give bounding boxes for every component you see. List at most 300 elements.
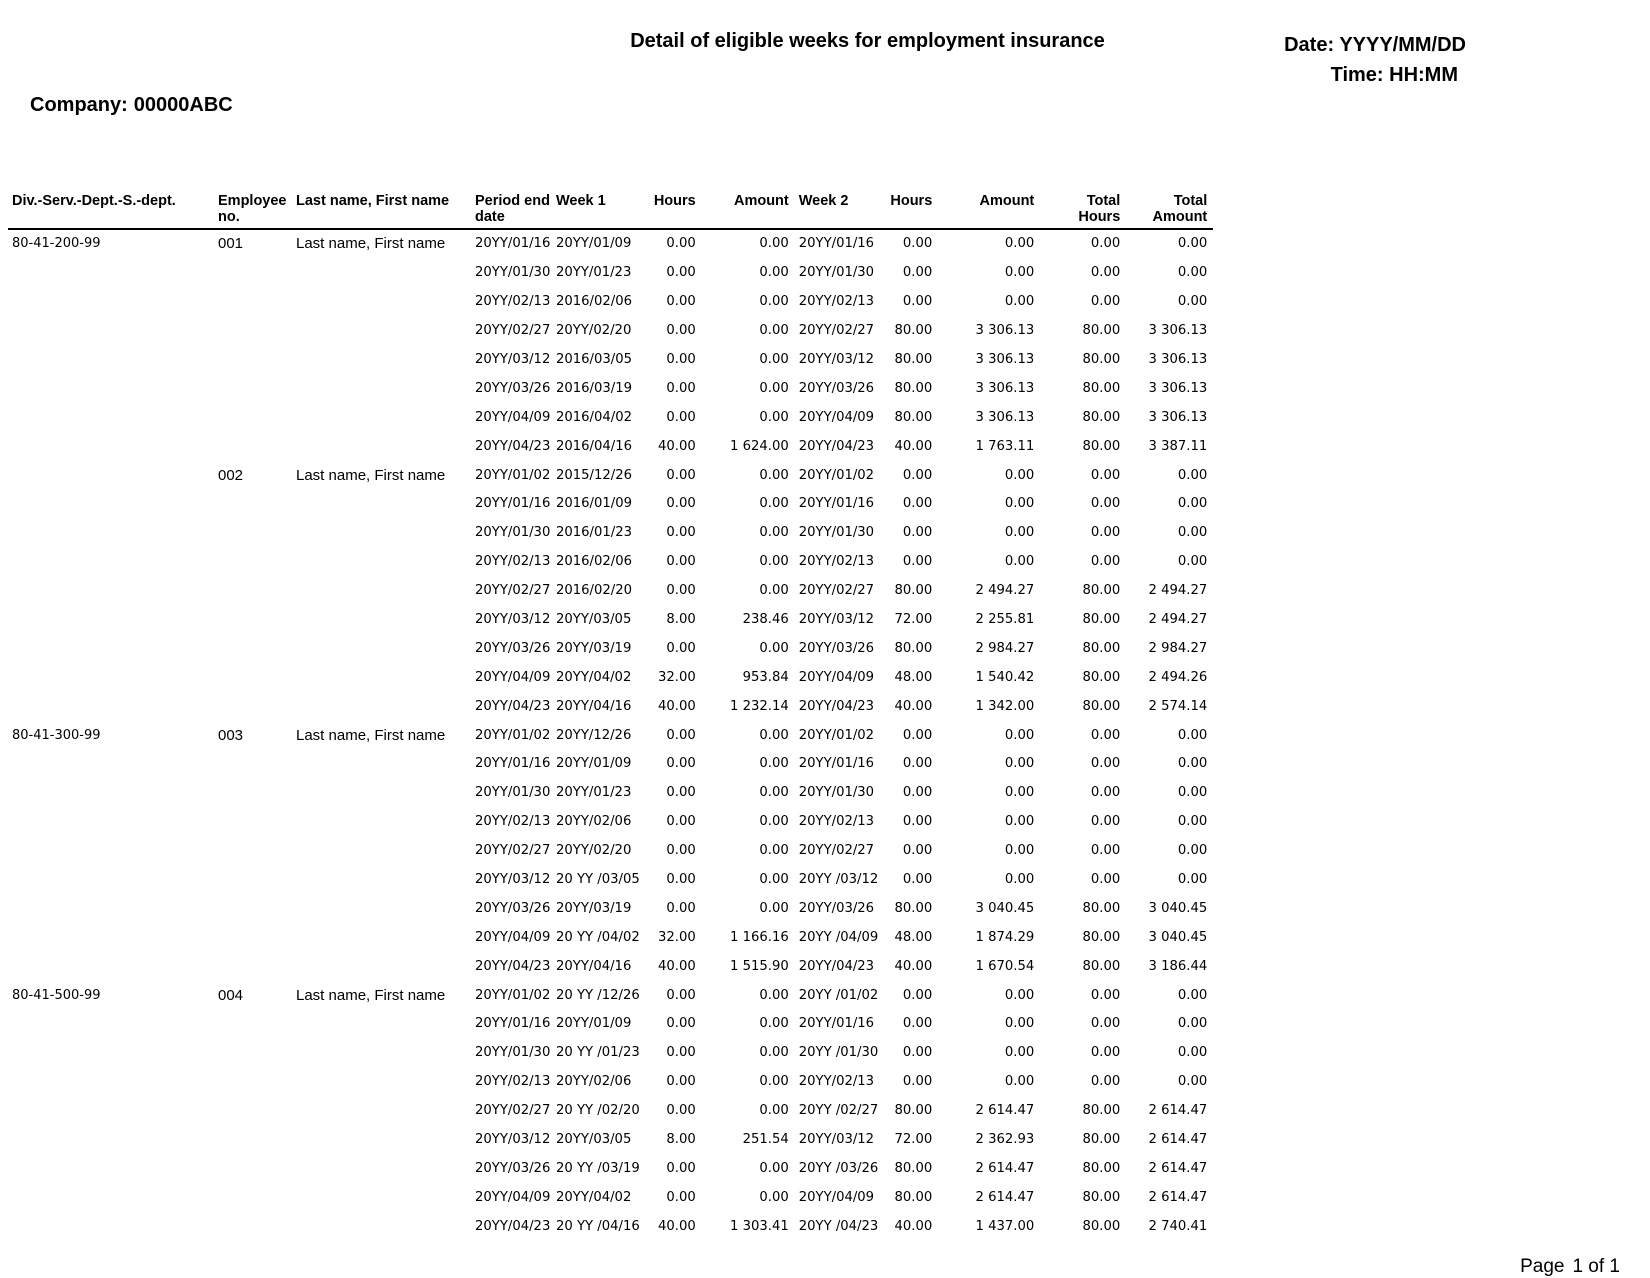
cell-week1-hours: 32.00: [657, 669, 696, 685]
cell-week1-hours: 0.00: [666, 265, 696, 281]
cell-week1-hours: 0.00: [666, 756, 696, 772]
table-row: [8, 461, 1213, 490]
cell-week1-amount: 0.00: [759, 727, 789, 743]
cell-employee-no: 003: [218, 726, 244, 744]
cell-week1: 2016/01/23: [556, 525, 633, 541]
cell-week1-amount: 0.00: [759, 1016, 789, 1032]
cell-name: [292, 1068, 471, 1097]
cell-division: [8, 894, 214, 923]
cell-week2: 20YY /04/23: [798, 1218, 879, 1234]
cell-week2-hours: 80.00: [894, 323, 933, 339]
cell-week2: 20YY/02/13: [798, 554, 875, 570]
cell-period-end: 20YY/01/16: [475, 1016, 551, 1032]
cell-week1: 20YY/02/20: [556, 843, 632, 859]
cell-division: [8, 259, 214, 288]
cell-total-hours: 0.00: [1090, 814, 1121, 830]
cell-week2-amount: 0.00: [1004, 496, 1035, 512]
cell-period-end: 20YY/01/16: [475, 236, 551, 252]
cell-week2: 20YY/01/02: [798, 727, 875, 743]
table-row: [8, 1039, 1213, 1068]
cell-week1-hours: 32.00: [657, 929, 696, 945]
cell-week2: 20YY/02/27: [798, 323, 875, 339]
cell-week1: 20YY/01/23: [556, 785, 632, 801]
cell-week2-amount: 2 494.27: [975, 583, 1035, 599]
cell-employee-no: [214, 259, 292, 288]
cell-period-end: 20YY/02/27: [475, 1103, 551, 1119]
cell-total-amount: 3 040.45: [1148, 900, 1208, 916]
cell-week2: 20YY /03/12: [798, 872, 879, 888]
cell-week2: 20YY/03/12: [798, 612, 875, 628]
cell-total-amount: 0.00: [1177, 1074, 1208, 1090]
cell-total-amount: 0.00: [1177, 843, 1208, 859]
cell-week2-amount: 0.00: [1004, 814, 1035, 830]
cell-period-end: 20YY/02/27: [475, 843, 551, 859]
cell-employee-no: [214, 606, 292, 635]
cell-total-amount: 0.00: [1177, 467, 1208, 483]
cell-division: [8, 374, 214, 403]
cell-total-amount: 3 306.13: [1148, 352, 1208, 367]
cell-week2-amount: 2 614.47: [975, 1189, 1035, 1205]
col-week1-hours: Hours: [640, 193, 702, 229]
cell-week2-hours: 0.00: [902, 987, 933, 1003]
cell-week2-amount: 1 437.00: [975, 1218, 1035, 1234]
cell-total-hours: 80.00: [1082, 698, 1121, 714]
cell-week2: 20YY/04/23: [798, 438, 875, 454]
cell-total-hours: 80.00: [1082, 409, 1121, 425]
cell-name: [292, 1010, 471, 1039]
table-row: [8, 1068, 1213, 1097]
cell-division: 80-41-300-99: [12, 727, 101, 743]
table-row: [8, 548, 1213, 577]
cell-period-end: 20YY/01/16: [475, 756, 551, 772]
cell-week1-hours: 0.00: [666, 554, 696, 570]
cell-week1: 20 YY /12/26: [556, 987, 640, 1003]
cell-employee-no: [214, 837, 292, 866]
cell-total-amount: 0.00: [1177, 814, 1208, 830]
cell-division: [8, 490, 214, 519]
cell-week2: 20YY /03/26: [798, 1160, 879, 1176]
cell-week1: 20YY/01/09: [556, 1016, 632, 1032]
cell-week2-hours: 0.00: [902, 727, 933, 743]
cell-division: [8, 1010, 214, 1039]
cell-week2-amount: 1 342.00: [975, 698, 1035, 714]
cell-week1-amount: 0.00: [759, 265, 789, 281]
cell-week1-hours: 0.00: [666, 640, 696, 656]
cell-week2-hours: 72.00: [894, 612, 933, 628]
cell-week2: 20YY /02/27: [798, 1103, 879, 1119]
cell-week1-hours: 0.00: [666, 294, 696, 310]
cell-employee-no: [214, 1183, 292, 1212]
cell-employee-no: [214, 346, 292, 375]
cell-total-amount: 0.00: [1177, 987, 1208, 1003]
cell-name: [292, 634, 471, 663]
cell-name: Last name, First name: [296, 466, 446, 484]
col-division: Div.-Serv.-Dept.-S.-dept.: [8, 193, 214, 229]
col-total-hours: Total Hours: [1040, 193, 1126, 229]
table-row: [8, 1212, 1213, 1241]
cell-period-end: 20YY/01/02: [475, 727, 551, 743]
cell-name: [292, 1155, 471, 1184]
cell-week2-amount: 1 763.11: [975, 438, 1035, 454]
cell-week2-hours: 40.00: [894, 1218, 933, 1234]
cell-total-amount: 0.00: [1177, 294, 1208, 310]
table-row: [8, 374, 1213, 403]
report-title: Detail of eligible weeks for employment insurance: [630, 30, 1105, 52]
cell-week1-amount: 0.00: [759, 1160, 789, 1176]
report-date: Date: YYYY/MM/DD: [1284, 34, 1466, 56]
cell-week2-amount: 0.00: [1004, 1016, 1035, 1032]
cell-total-amount: 2 614.47: [1148, 1189, 1208, 1205]
cell-week2: 20YY/01/02: [798, 467, 875, 483]
cell-period-end: 20YY/03/12: [475, 1132, 551, 1148]
cell-employee-no: 001: [218, 235, 244, 253]
cell-total-amount: 3 306.13: [1148, 323, 1208, 339]
cell-total-amount: 0.00: [1177, 1016, 1208, 1032]
cell-week2-amount: 0.00: [1004, 294, 1035, 310]
table-row: [8, 808, 1213, 837]
cell-period-end: 20YY/04/09: [475, 1189, 551, 1205]
cell-week2-amount: 1 874.29: [975, 929, 1035, 945]
cell-week2: 20YY/03/26: [798, 900, 875, 916]
cell-week2-amount: 3 306.13: [975, 409, 1035, 425]
cell-employee-no: [214, 1126, 292, 1155]
table-row: [8, 866, 1213, 895]
cell-name: [292, 1039, 471, 1068]
cell-week1-hours: 0.00: [666, 900, 696, 916]
cell-week1-amount: 1 515.90: [730, 958, 789, 974]
cell-division: [8, 1183, 214, 1212]
cell-total-hours: 80.00: [1082, 323, 1121, 339]
company-value: 00000ABC: [133, 94, 233, 116]
cell-total-amount: 2 494.27: [1148, 612, 1208, 628]
cell-period-end: 20YY/03/26: [475, 640, 551, 656]
cell-week1-amount: 0.00: [759, 756, 789, 772]
cell-employee-no: [214, 519, 292, 548]
cell-week1-hours: 0.00: [666, 467, 696, 483]
table-header-row: [8, 193, 1213, 229]
cell-employee-no: [214, 779, 292, 808]
cell-week2-amount: 3 040.45: [975, 900, 1035, 916]
cell-week1-hours: 0.00: [666, 872, 696, 888]
table-row: [8, 229, 1213, 259]
cell-total-hours: 0.00: [1090, 1016, 1121, 1032]
table-row: [8, 519, 1213, 548]
cell-total-amount: 2 740.41: [1148, 1218, 1208, 1234]
cell-week2: 20YY/01/16: [798, 496, 875, 512]
cell-week1-hours: 0.00: [666, 843, 696, 859]
cell-total-hours: 80.00: [1082, 612, 1121, 628]
table-row: [8, 750, 1213, 779]
cell-division: [8, 1155, 214, 1184]
cell-period-end: 20YY/04/23: [475, 698, 551, 714]
cell-week2-hours: 80.00: [894, 640, 933, 656]
cell-week1-amount: 238.46: [742, 612, 789, 628]
cell-week2: 20YY/04/09: [798, 1189, 875, 1205]
cell-week1: 20YY/04/02: [556, 1189, 632, 1205]
cell-division: [8, 461, 214, 490]
page-value: 1 of 1: [1572, 1256, 1620, 1277]
cell-week2-hours: 48.00: [894, 669, 933, 685]
table-row: [8, 837, 1213, 866]
cell-period-end: 20YY/03/12: [475, 872, 551, 888]
cell-week1-hours: 0.00: [666, 814, 696, 830]
cell-total-amount: 0.00: [1177, 554, 1208, 570]
cell-week1: 2016/03/05: [556, 352, 633, 367]
cell-total-hours: 80.00: [1082, 1160, 1121, 1176]
cell-employee-no: [214, 1068, 292, 1097]
cell-employee-no: [214, 1155, 292, 1184]
cell-name: Last name, First name: [296, 986, 446, 1004]
cell-week2-amount: 0.00: [1004, 554, 1035, 570]
cell-week2-hours: 0.00: [902, 756, 933, 772]
cell-week2-hours: 0.00: [902, 785, 933, 801]
cell-week1: 20YY/12/26: [556, 727, 632, 743]
cell-week1-hours: 0.00: [666, 496, 696, 512]
company-line: [30, 94, 233, 117]
cell-week1: 20YY/03/19: [556, 640, 632, 656]
cell-week2-amount: 2 614.47: [975, 1160, 1035, 1176]
cell-employee-no: [214, 808, 292, 837]
cell-total-hours: 0.00: [1090, 525, 1121, 541]
cell-week1: 20 YY /04/02: [556, 929, 640, 945]
col-week2: Week 2: [795, 193, 879, 229]
cell-week1-hours: 0.00: [666, 323, 696, 339]
cell-total-hours: 0.00: [1090, 843, 1121, 859]
cell-week2-amount: 1 670.54: [975, 958, 1035, 974]
col-week2-amount: Amount: [938, 193, 1040, 229]
cell-period-end: 20YY/01/30: [475, 785, 551, 801]
cell-week2-hours: 0.00: [902, 872, 933, 888]
cell-week1-hours: 8.00: [666, 1132, 696, 1148]
page-label: Page: [1520, 1256, 1565, 1277]
cell-week2: 20YY/04/09: [798, 409, 875, 425]
cell-week1-amount: 0.00: [759, 987, 789, 1003]
cell-division: 80-41-500-99: [12, 987, 101, 1003]
cell-week2-hours: 0.00: [902, 1016, 933, 1032]
cell-total-hours: 80.00: [1082, 583, 1121, 599]
cell-total-amount: 2 614.47: [1148, 1160, 1208, 1176]
cell-total-hours: 0.00: [1090, 467, 1121, 483]
cell-name: [292, 374, 471, 403]
cell-name: [292, 692, 471, 721]
cell-week1-amount: 953.84: [742, 669, 789, 685]
table-row: [8, 288, 1213, 317]
cell-week2: 20YY/03/12: [798, 352, 875, 367]
cell-name: [292, 952, 471, 981]
cell-name: [292, 663, 471, 692]
cell-division: [8, 1212, 214, 1241]
cell-week2-amount: 0.00: [1004, 1074, 1035, 1090]
cell-employee-no: [214, 692, 292, 721]
cell-week1: 2016/02/06: [556, 554, 633, 570]
cell-week2: 20YY/01/30: [798, 785, 875, 801]
cell-week1: 20 YY /03/19: [556, 1160, 640, 1176]
cell-total-amount: 2 494.26: [1148, 669, 1208, 685]
cell-week1: 20YY/02/06: [556, 814, 632, 830]
cell-employee-no: [214, 288, 292, 317]
cell-period-end: 20YY/01/02: [475, 987, 551, 1003]
cell-week1-amount: 0.00: [759, 525, 789, 541]
cell-week2-hours: 0.00: [902, 467, 933, 483]
table-row: [8, 779, 1213, 808]
table-row: [8, 259, 1213, 288]
cell-name: [292, 866, 471, 895]
cell-week1-amount: 0.00: [759, 1189, 789, 1205]
cell-week1: 2016/04/16: [556, 438, 633, 454]
table-row: [8, 692, 1213, 721]
cell-total-hours: 0.00: [1090, 294, 1121, 310]
cell-name: [292, 259, 471, 288]
cell-week1-hours: 0.00: [666, 352, 696, 367]
cell-period-end: 20YY/02/13: [475, 554, 551, 570]
table-row: [8, 952, 1213, 981]
cell-week2: 20YY/01/16: [798, 756, 875, 772]
table-row: [8, 1097, 1213, 1126]
cell-week1-hours: 0.00: [666, 727, 696, 743]
cell-week2-hours: 0.00: [902, 843, 933, 859]
cell-week2: 20YY/01/16: [798, 236, 875, 252]
cell-week2-amount: 2 255.81: [975, 612, 1035, 628]
cell-week2-amount: 0.00: [1004, 872, 1035, 888]
cell-week2-hours: 80.00: [894, 1189, 933, 1205]
cell-division: [8, 1068, 214, 1097]
cell-week1-amount: 0.00: [759, 467, 789, 483]
cell-name: [292, 519, 471, 548]
cell-employee-no: [214, 663, 292, 692]
cell-employee-no: [214, 317, 292, 346]
cell-week1-amount: 0.00: [759, 1074, 789, 1090]
cell-week2-hours: 80.00: [894, 583, 933, 599]
cell-name: [292, 750, 471, 779]
table-row: [8, 1010, 1213, 1039]
cell-week1-amount: 0.00: [759, 1103, 789, 1119]
cell-week2: 20YY/04/23: [798, 698, 875, 714]
cell-week1-amount: 0.00: [759, 1045, 789, 1061]
cell-division: [8, 1126, 214, 1155]
cell-week1-hours: 0.00: [666, 1045, 696, 1061]
cell-week2-hours: 72.00: [894, 1132, 933, 1148]
cell-name: [292, 1126, 471, 1155]
cell-week2: 20YY /01/02: [798, 987, 879, 1003]
cell-name: [292, 808, 471, 837]
cell-week2: 20YY/04/09: [798, 669, 875, 685]
cell-period-end: 20YY/02/13: [475, 814, 551, 830]
cell-division: [8, 432, 214, 461]
cell-week2-hours: 80.00: [894, 1103, 933, 1119]
cell-week2-amount: 0.00: [1004, 843, 1035, 859]
cell-division: [8, 750, 214, 779]
cell-week1: 20YY/01/09: [556, 756, 632, 772]
cell-period-end: 20YY/04/23: [475, 958, 551, 974]
cell-total-amount: 0.00: [1177, 525, 1208, 541]
cell-week1: 2015/12/26: [556, 467, 633, 483]
cell-week2: 20YY/03/26: [798, 380, 875, 396]
cell-employee-no: [214, 634, 292, 663]
cell-week2: 20YY/03/12: [798, 1132, 875, 1148]
table-row: [8, 317, 1213, 346]
cell-week2: 20YY /01/30: [798, 1045, 879, 1061]
col-employee-no: Employee no.: [214, 193, 292, 229]
cell-name: [292, 606, 471, 635]
cell-period-end: 20YY/03/26: [475, 380, 551, 396]
report-meta: [1284, 30, 1466, 90]
cell-total-hours: 80.00: [1082, 1218, 1121, 1234]
cell-division: [8, 866, 214, 895]
cell-name: [292, 548, 471, 577]
cell-division: [8, 923, 214, 952]
cell-week2-hours: 80.00: [894, 352, 933, 367]
cell-total-amount: 2 614.47: [1148, 1103, 1208, 1119]
cell-week1-amount: 1 166.16: [730, 929, 789, 945]
cell-week1: 20YY/02/06: [556, 1074, 632, 1090]
cell-week1-amount: 0.00: [759, 294, 789, 310]
table-row: [8, 1126, 1213, 1155]
cell-week1-hours: 0.00: [666, 236, 696, 252]
cell-week1: 20YY/03/05: [556, 612, 632, 628]
cell-week1: 20YY/01/23: [556, 265, 632, 281]
cell-total-hours: 80.00: [1082, 640, 1121, 656]
cell-total-amount: 3 186.44: [1148, 958, 1208, 974]
cell-week2-hours: 0.00: [902, 1045, 933, 1061]
cell-employee-no: [214, 1010, 292, 1039]
cell-week1-hours: 40.00: [657, 1218, 696, 1234]
cell-week2-amount: 3 306.13: [975, 323, 1035, 339]
cell-total-amount: 2 984.27: [1148, 640, 1208, 656]
cell-week1-amount: 251.54: [742, 1132, 789, 1148]
cell-week1-amount: 1 232.14: [730, 698, 789, 714]
cell-week2-amount: 2 362.93: [975, 1132, 1035, 1148]
cell-period-end: 20YY/02/13: [475, 1074, 551, 1090]
cell-total-hours: 80.00: [1082, 929, 1121, 945]
cell-total-amount: 0.00: [1177, 236, 1208, 252]
cell-name: [292, 837, 471, 866]
cell-total-hours: 0.00: [1090, 1074, 1121, 1090]
cell-period-end: 20YY/01/30: [475, 525, 551, 541]
cell-week1-hours: 0.00: [666, 1103, 696, 1119]
cell-week2-amount: 0.00: [1004, 236, 1035, 252]
col-period-end: Period end date: [471, 193, 552, 229]
cell-week1: 20 YY /04/16: [556, 1218, 640, 1234]
cell-period-end: 20YY/01/30: [475, 1045, 551, 1061]
cell-division: 80-41-200-99: [12, 236, 101, 252]
cell-period-end: 20YY/03/26: [475, 1160, 551, 1176]
cell-employee-no: [214, 1212, 292, 1241]
table-row: [8, 606, 1213, 635]
cell-name: [292, 432, 471, 461]
cell-week2: 20YY/01/30: [798, 525, 875, 541]
cell-week1-hours: 0.00: [666, 785, 696, 801]
report-time: Time: HH:MM: [1330, 64, 1458, 86]
cell-total-hours: 0.00: [1090, 265, 1121, 281]
table-row: [8, 432, 1213, 461]
cell-name: [292, 1183, 471, 1212]
cell-period-end: 20YY/02/27: [475, 323, 551, 339]
cell-total-amount: 3 306.13: [1148, 409, 1208, 425]
col-total-amount: Total Amount: [1126, 193, 1213, 229]
cell-name: Last name, First name: [296, 235, 446, 253]
cell-total-amount: 0.00: [1177, 1045, 1208, 1061]
cell-name: [292, 403, 471, 432]
cell-week1-hours: 0.00: [666, 987, 696, 1003]
cell-total-hours: 0.00: [1090, 554, 1121, 570]
cell-week1: 20YY/04/16: [556, 958, 632, 974]
col-name: Last name, First name: [292, 193, 471, 229]
cell-total-amount: 3 387.11: [1148, 438, 1208, 454]
cell-week2: 20YY/02/27: [798, 583, 875, 599]
cell-total-amount: 2 574.14: [1148, 698, 1208, 714]
cell-week1-hours: 0.00: [666, 1160, 696, 1176]
cell-total-hours: 0.00: [1090, 756, 1121, 772]
